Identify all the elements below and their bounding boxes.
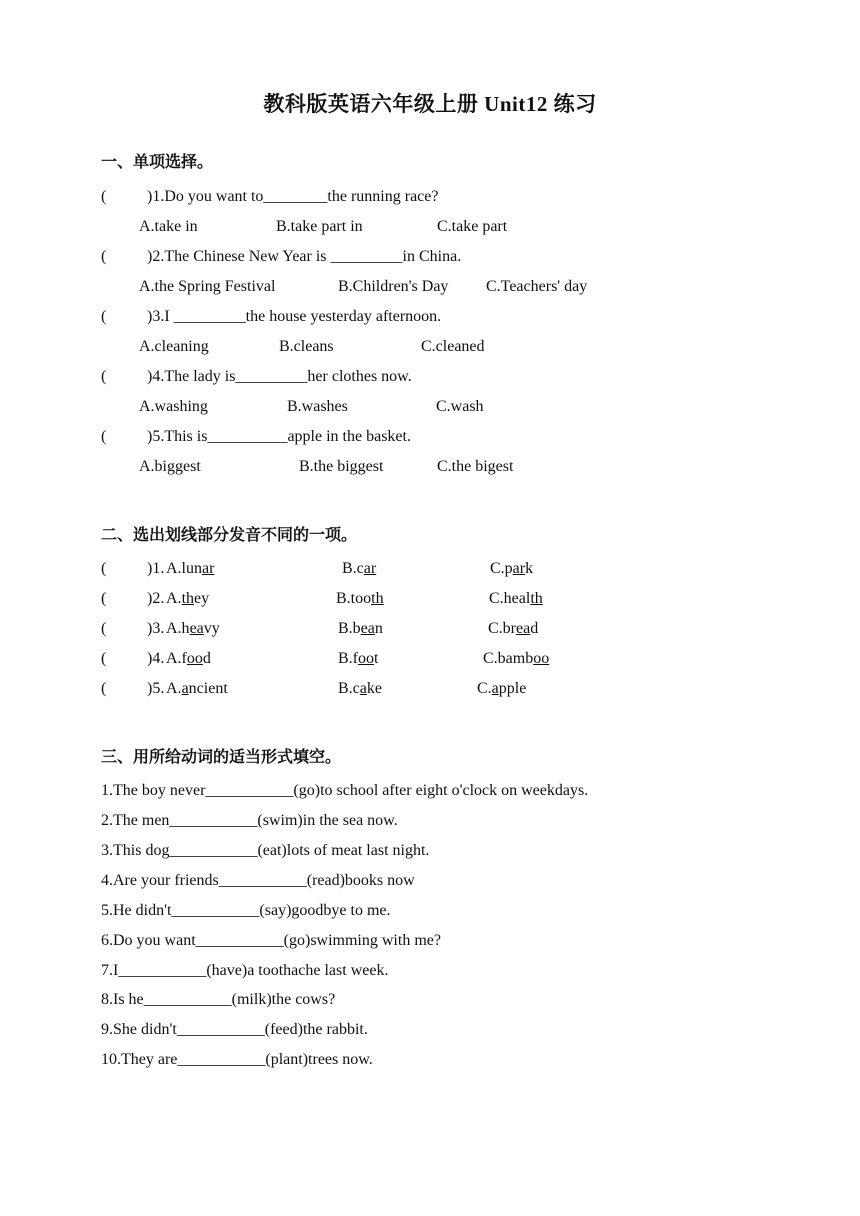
answer-paren: ( [101, 620, 107, 637]
answer-paren: ( [101, 560, 107, 577]
question-number: )4. [147, 650, 165, 667]
option-a: A.heavy [166, 620, 220, 637]
answer-paren: ( [101, 368, 107, 385]
option-a: A.the Spring Festival [139, 278, 276, 295]
option-a: A.take in [139, 218, 198, 235]
section3-heading: 三、用所给动词的适当形式填空。 [101, 747, 342, 766]
option-b: B.cake [338, 680, 382, 697]
fill-in-item: 5.He didn't___________(say)goodbye to me. [101, 902, 391, 919]
fill-in-item: 2.The men___________(swim)in the sea now. [101, 812, 398, 829]
answer-paren: ( [101, 308, 107, 325]
question-number: )2. [147, 590, 165, 607]
option-a: A.washing [139, 398, 208, 415]
option-a: A.lunar [166, 560, 215, 577]
fill-in-item: 6.Do you want___________(go)swimming with me? [101, 932, 441, 949]
question-stem: )4.The lady is_________her clothes now. [147, 368, 412, 385]
answer-paren: ( [101, 188, 107, 205]
option-a: A.ancient [166, 680, 228, 697]
answer-paren: ( [101, 428, 107, 445]
option-b: B.cleans [279, 338, 334, 355]
option-c: C.bamboo [483, 650, 550, 667]
option-c: C.cleaned [421, 338, 485, 355]
fill-in-item: 1.The boy never___________(go)to school after eight o'clock on weekdays. [101, 782, 589, 799]
question-number: )5. [147, 680, 165, 697]
option-a: A.cleaning [139, 338, 209, 355]
option-c: C.bread [488, 620, 539, 637]
question-stem: )2.The Chinese New Year is _________in China. [147, 248, 462, 265]
option-a: A.food [166, 650, 211, 667]
option-c: C.the bigest [437, 458, 514, 475]
fill-in-item: 7.I___________(have)a toothache last week. [101, 962, 389, 979]
option-b: B.Children's Day [338, 278, 449, 295]
option-b: B.bean [338, 620, 383, 637]
question-stem: )3.I _________the house yesterday afternoon. [147, 308, 442, 325]
option-b: B.washes [287, 398, 348, 415]
option-c: C.take part [437, 218, 508, 235]
option-c: C.Teachers' day [486, 278, 588, 295]
option-a: A.biggest [139, 458, 201, 475]
option-c: C.park [490, 560, 534, 577]
answer-paren: ( [101, 650, 107, 667]
section2-heading: 二、选出划线部分发音不同的一项。 [101, 525, 358, 544]
answer-paren: ( [101, 590, 107, 607]
fill-in-item: 8.Is he___________(milk)the cows? [101, 991, 336, 1008]
option-c: C.wash [436, 398, 484, 415]
fill-in-item: 4.Are your friends___________(read)books now [101, 872, 415, 889]
option-b: B.the biggest [299, 458, 384, 475]
option-a: A.they [166, 590, 210, 607]
fill-in-item: 10.They are___________(plant)trees now. [101, 1051, 373, 1068]
option-b: B.car [342, 560, 377, 577]
question-number: )3. [147, 620, 165, 637]
option-b: B.tooth [336, 590, 384, 607]
section1-heading: 一、单项选择。 [101, 152, 214, 171]
question-stem: )5.This is__________apple in the basket. [147, 428, 411, 445]
fill-in-item: 9.She didn't___________(feed)the rabbit. [101, 1021, 368, 1038]
option-b: B.foot [338, 650, 379, 667]
answer-paren: ( [101, 680, 107, 697]
option-c: C.health [489, 590, 543, 607]
option-c: C.apple [477, 680, 527, 697]
question-number: )1. [147, 560, 165, 577]
question-stem: )1.Do you want to________the running race? [147, 188, 439, 205]
answer-paren: ( [101, 248, 107, 265]
option-b: B.take part in [276, 218, 363, 235]
page-title: 教科版英语六年级上册 Unit12 练习 [263, 92, 597, 116]
fill-in-item: 3.This dog___________(eat)lots of meat last night. [101, 842, 430, 859]
